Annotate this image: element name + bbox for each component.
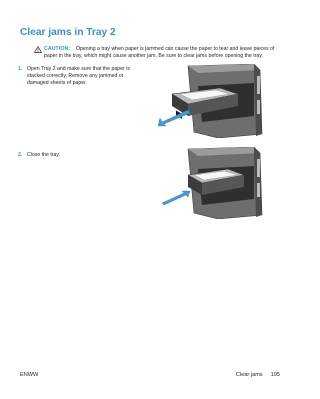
close-tray-illustration [158,147,266,219]
open-tray-illustration [158,64,266,138]
footer-right [236,372,280,378]
step-text: Open Tray 2 and make sure that the paper is stacked correctly. Remove any jammed or damaged sheets of paper. [27,66,130,86]
caution-note [44,46,284,61]
step-1 [18,66,145,86]
page-number: 195 [270,372,280,378]
warning-icon [34,46,42,53]
step-2 [18,152,145,159]
caution-label: CAUTION: [44,46,71,52]
caution-text: Opening a tray when paper is jammed can cause the paper to tear and leave pieces of paper in the tray, which might cause another jam. Be sure to clear jams before opening the tray. [44,46,275,60]
step-text: Close the tray. [27,152,61,158]
page-title: Clear jams in Tray 2 [20,27,116,38]
footer-section: Clear jams [235,372,263,378]
step-number: 2. [18,152,23,158]
step-number: 1. [18,66,23,72]
footer-left: ENWW [20,372,39,378]
